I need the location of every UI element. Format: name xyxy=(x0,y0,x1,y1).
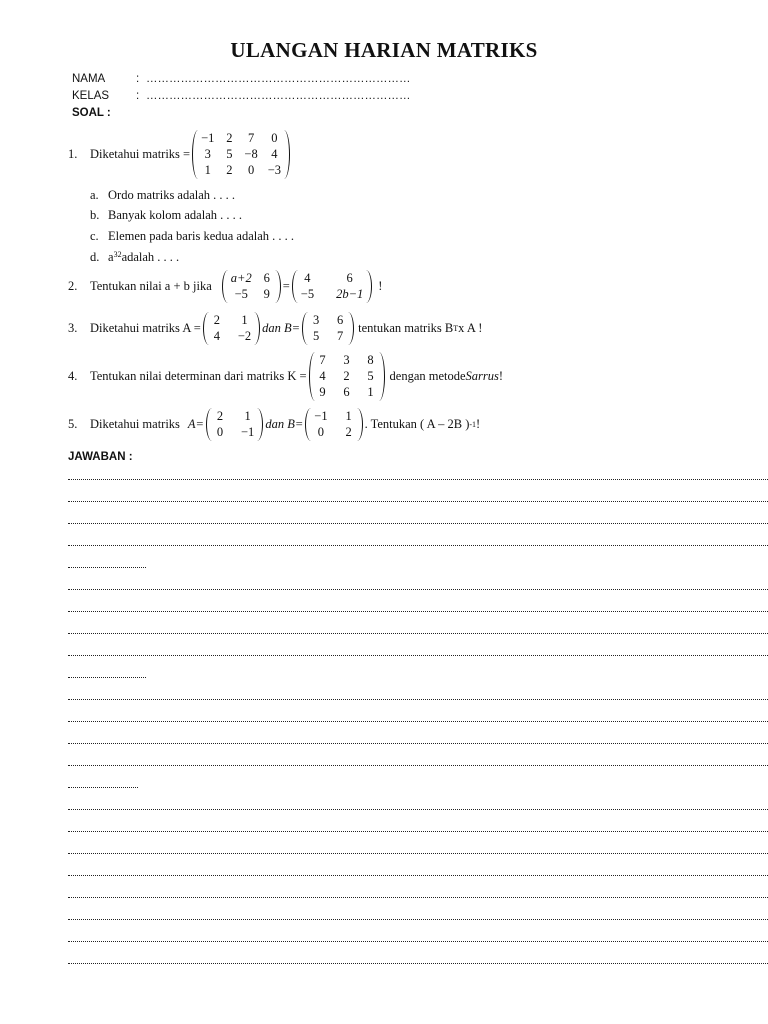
matrix-q2-right xyxy=(292,270,373,303)
question-2 xyxy=(68,270,382,303)
matrix-cell: 0 xyxy=(247,163,255,177)
matrix-cell: 3 xyxy=(204,147,211,161)
right-paren xyxy=(254,312,260,345)
matrix-cell: 6 xyxy=(263,271,270,285)
answer-line xyxy=(68,765,768,766)
matrix-cell: 2 xyxy=(343,369,350,383)
answer-line xyxy=(68,567,146,568)
answer-line xyxy=(68,479,768,480)
matrix-cell: −3 xyxy=(267,163,282,177)
answer-line xyxy=(68,545,768,546)
conjunction: dan B= xyxy=(262,321,301,335)
sub-question-c xyxy=(90,229,294,244)
matrix-cell: 3 xyxy=(343,353,350,367)
matrix-cell: 1 xyxy=(244,409,251,423)
right-paren xyxy=(357,408,363,441)
question-text-after: dengan metode xyxy=(389,369,466,383)
inverse-mark: -1 xyxy=(469,420,477,429)
matrix-grid xyxy=(212,408,257,441)
answer-line xyxy=(68,897,768,898)
matrix-cell: 0 xyxy=(216,425,224,439)
matrix-cell: a+2 xyxy=(230,271,252,285)
matrix-grid xyxy=(298,270,367,303)
matrix-grid xyxy=(209,312,254,345)
matrix-cell: 4 xyxy=(304,271,311,285)
sub-text: adalah . . . . xyxy=(121,250,180,264)
sub-letter: a. xyxy=(90,188,99,202)
question-text: Diketahui matriks = xyxy=(90,147,191,161)
matrix-cell: −1 xyxy=(314,409,328,423)
answer-line xyxy=(68,831,768,832)
matrix-cell: 1 xyxy=(204,163,211,177)
answer-line xyxy=(68,523,768,524)
matrix-q1 xyxy=(192,130,290,179)
right-paren xyxy=(379,352,385,401)
matrix-q3-b xyxy=(302,312,354,345)
matrix-label-a: A= xyxy=(187,417,204,431)
question-text: Diketahui matriks A = xyxy=(90,321,201,335)
answer-line xyxy=(68,611,768,612)
answer-line xyxy=(68,743,768,744)
question-end: ! xyxy=(498,369,504,383)
answer-line xyxy=(68,655,768,656)
answer-line xyxy=(68,677,146,678)
question-5 xyxy=(68,408,480,441)
matrix-q4-k xyxy=(309,352,385,401)
right-paren xyxy=(275,270,281,303)
matrix-cell: −5 xyxy=(300,287,315,301)
matrix-cell: 2 xyxy=(226,131,233,145)
sub-text: Elemen pada baris kedua adalah . . . . xyxy=(108,229,295,243)
question-text: Diketahui matriks xyxy=(90,417,180,431)
question-end: ! xyxy=(476,417,481,431)
matrix-q2-left xyxy=(222,270,281,303)
matrix-cell: 2b−1 xyxy=(336,287,364,301)
matrix-grid xyxy=(311,408,356,441)
question-text: Tentukan nilai a + b jika xyxy=(90,279,212,293)
question-number: 1. xyxy=(68,147,78,161)
matrix-cell: 4 xyxy=(319,369,326,383)
field-dots: …………………………………………………………… xyxy=(146,90,411,102)
matrix-cell: 2 xyxy=(216,409,224,423)
right-paren xyxy=(348,312,354,345)
answer-line xyxy=(68,919,768,920)
answer-line xyxy=(68,963,768,964)
transpose-mark: T xyxy=(453,324,459,333)
matrix-cell: 7 xyxy=(337,329,344,343)
right-paren xyxy=(284,130,290,179)
matrix-cell: 3 xyxy=(313,313,320,327)
matrix-cell: −1 xyxy=(241,425,255,439)
matrix-cell: 6 xyxy=(337,313,344,327)
sub-letter: b. xyxy=(90,208,100,222)
matrix-cell: 0 xyxy=(271,131,278,145)
question-number: 3. xyxy=(68,321,78,335)
question-number: 2. xyxy=(68,279,78,293)
question-3 xyxy=(68,312,482,345)
answer-line xyxy=(68,853,768,854)
matrix-cell: 7 xyxy=(319,353,326,367)
field-label: NAMA xyxy=(72,73,106,85)
sub-question-a xyxy=(90,188,235,203)
answer-line xyxy=(68,809,768,810)
matrix-q3-a xyxy=(203,312,260,345)
question-text-after: tentukan matriks B xyxy=(358,321,454,335)
right-paren xyxy=(366,270,372,303)
answer-line xyxy=(68,633,768,634)
matrix-cell: 1 xyxy=(367,385,374,399)
matrix-cell: 2 xyxy=(345,425,352,439)
matrix-grid xyxy=(315,352,379,401)
matrix-cell: 9 xyxy=(263,287,270,301)
matrix-cell: 9 xyxy=(319,385,326,399)
matrix-cell: 2 xyxy=(213,313,220,327)
answer-line xyxy=(68,721,768,722)
sub-letter: d. xyxy=(90,250,100,264)
jawaban-label: JAWABAN : xyxy=(68,451,133,463)
field-dots: …………………………………………………………… xyxy=(146,73,411,85)
sub-question-b xyxy=(90,208,242,223)
right-paren xyxy=(257,408,263,441)
field-colon: : xyxy=(136,90,140,102)
matrix-q5-a xyxy=(206,408,263,441)
matrix-cell: 4 xyxy=(271,147,278,161)
matrix-cell: 5 xyxy=(226,147,233,161)
field-nama xyxy=(72,73,411,85)
matrix-cell: 7 xyxy=(247,131,255,145)
matrix-cell: 5 xyxy=(367,369,374,383)
page-title: ULANGAN HARIAN MATRIKS xyxy=(230,38,538,62)
question-end: ! xyxy=(378,279,383,293)
sub-text: Banyak kolom adalah . . . . xyxy=(108,208,242,222)
matrix-cell: 1 xyxy=(345,409,352,423)
matrix-cell: 0 xyxy=(317,425,325,439)
sub-text: Ordo matriks adalah . . . . xyxy=(108,188,236,202)
field-label: KELAS xyxy=(72,90,110,102)
matrix-grid xyxy=(228,270,275,303)
sub-question-d xyxy=(90,250,179,265)
matrix-cell: 6 xyxy=(343,385,350,399)
question-number: 5. xyxy=(68,417,78,431)
matrix-cell: 4 xyxy=(213,329,220,343)
soal-label: SOAL : xyxy=(72,107,111,119)
matrix-grid xyxy=(198,130,284,179)
matrix-cell: −8 xyxy=(244,147,258,161)
answer-line xyxy=(68,501,768,502)
matrix-cell: 1 xyxy=(241,313,248,327)
matrix-cell: −1 xyxy=(201,131,215,145)
conjunction: dan B= xyxy=(265,417,304,431)
answer-line xyxy=(68,787,138,788)
sub-element-index: 32 xyxy=(113,250,122,259)
sub-element-name: a xyxy=(108,250,114,264)
equals-sign: = xyxy=(282,279,290,293)
question-text-after: . Tentukan ( A – 2B ) xyxy=(364,417,470,431)
question-1 xyxy=(68,130,292,179)
field-kelas xyxy=(72,90,411,102)
matrix-cell: 8 xyxy=(367,353,374,367)
matrix-grid xyxy=(308,312,348,345)
matrix-cell: 6 xyxy=(346,271,353,285)
sub-letter: c. xyxy=(90,229,99,243)
answer-line xyxy=(68,941,768,942)
answer-line xyxy=(68,589,768,590)
matrix-cell: 2 xyxy=(226,163,233,177)
answer-line xyxy=(68,699,768,700)
question-number: 4. xyxy=(68,369,78,383)
question-end: x A ! xyxy=(458,321,483,335)
question-text: Tentukan nilai determinan dari matriks K = xyxy=(90,369,307,383)
matrix-q5-b xyxy=(305,408,362,441)
matrix-cell: −5 xyxy=(234,287,248,301)
question-4 xyxy=(68,352,503,401)
field-colon: : xyxy=(136,73,140,85)
answer-line xyxy=(68,875,768,876)
matrix-cell: 5 xyxy=(313,329,320,343)
method-name: Sarrus xyxy=(465,369,499,383)
matrix-cell: −2 xyxy=(237,329,252,343)
